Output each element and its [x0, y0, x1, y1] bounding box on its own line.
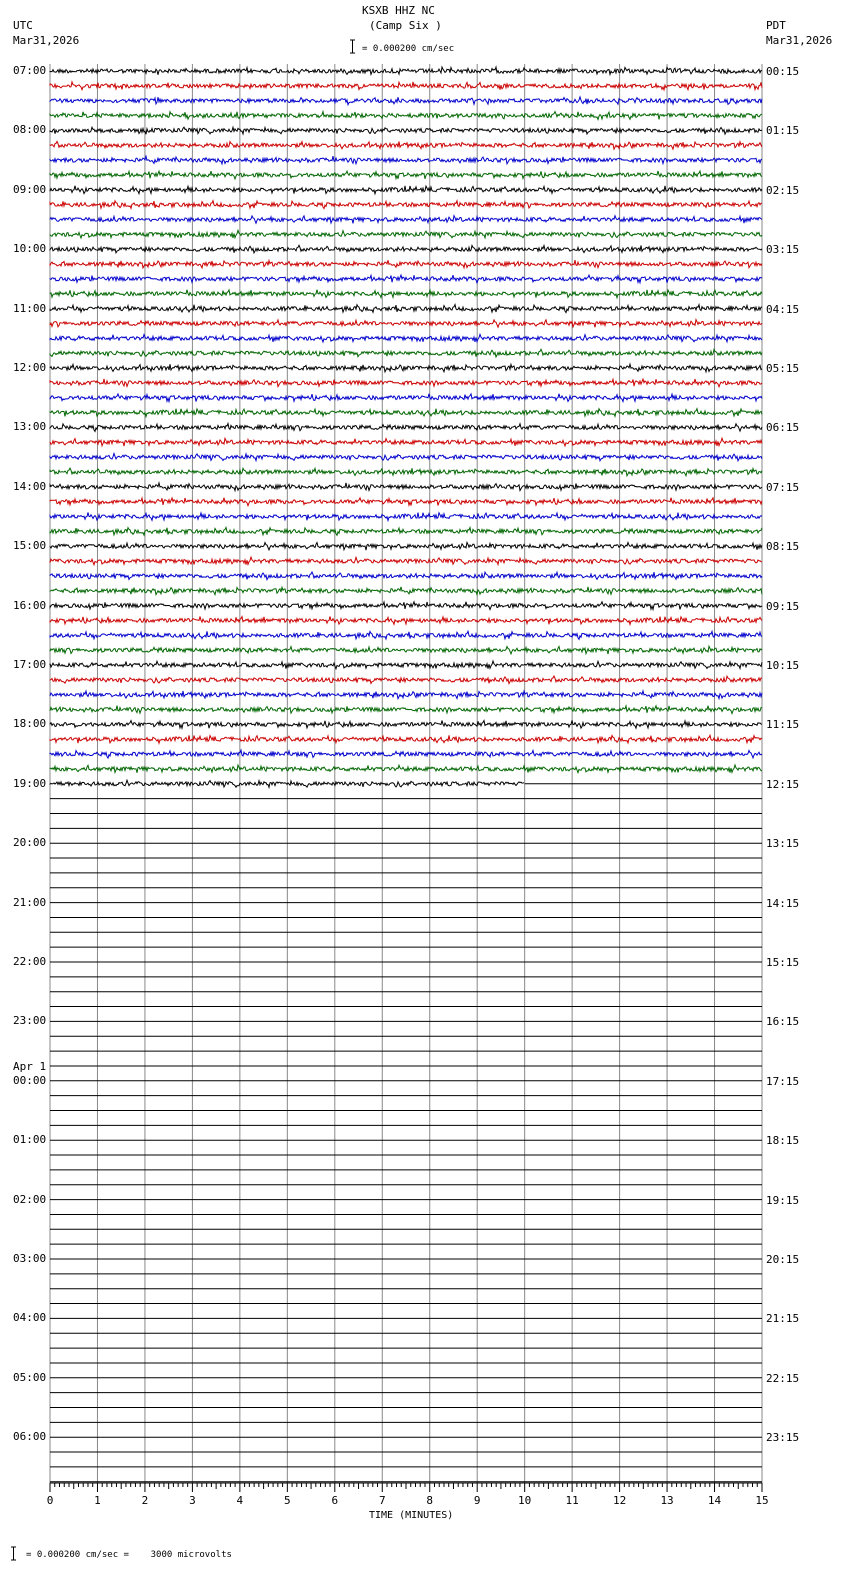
seismic-trace	[50, 720, 762, 728]
pdt-hour-label: 23:15	[766, 1431, 800, 1445]
utc-hour-label: 17:00	[13, 658, 47, 671]
seismic-trace	[50, 646, 762, 654]
pdt-hour-label: 18:15	[766, 1134, 800, 1148]
utc-hour-label: 01:00	[13, 1133, 47, 1147]
utc-hour-label: 13:00	[13, 420, 47, 434]
x-tick-label: 13	[660, 1494, 674, 1507]
seismic-trace	[50, 216, 762, 224]
station-title: KSXB HHZ NC	[362, 4, 435, 17]
x-tick-label: 9	[473, 1494, 481, 1507]
pdt-hour-label: 09:15	[766, 599, 800, 613]
seismic-trace	[50, 245, 762, 253]
scale-text: = 0.000200 cm/sec	[362, 44, 455, 54]
scale-bar-icon	[11, 1547, 16, 1560]
seismic-trace	[50, 587, 762, 595]
footer-scale-note: = 0.000200 cm/sec = 3000 microvolts	[26, 1550, 232, 1560]
pdt-hour-label: 08:15	[766, 540, 800, 554]
seismic-trace	[50, 156, 762, 164]
seismic-trace	[50, 661, 762, 669]
seismic-trace	[50, 617, 762, 625]
seismic-trace	[50, 527, 762, 535]
utc-hour-label: 20:00	[13, 836, 47, 850]
seismic-trace	[50, 706, 762, 714]
utc-hour-label: 22:00	[13, 955, 47, 968]
seismic-trace	[50, 602, 762, 610]
x-tick-label: 6	[331, 1494, 339, 1507]
seismic-trace	[50, 572, 762, 580]
seismic-trace	[50, 186, 762, 194]
seismic-trace	[50, 542, 762, 550]
date-change-label: Apr 1	[13, 1059, 47, 1073]
seismic-trace	[50, 127, 762, 134]
utc-hour-label: 02:00	[13, 1192, 47, 1206]
pdt-hour-label: 20:15	[766, 1253, 800, 1266]
seismic-trace	[50, 750, 762, 758]
utc-hour-label: 19:00	[13, 776, 47, 790]
seismic-trace	[50, 201, 762, 209]
pdt-hour-label: 16:15	[766, 1015, 800, 1029]
x-tick-label: 1	[94, 1494, 101, 1507]
seismic-trace	[50, 67, 762, 75]
utc-hour-label: 10:00	[13, 242, 47, 256]
x-tick-label: 12	[612, 1494, 627, 1507]
seismic-trace	[50, 631, 762, 639]
pdt-hour-label: 22:15	[766, 1371, 800, 1385]
pdt-hour-label: 13:15	[766, 837, 800, 851]
left-timezone: UTC	[13, 19, 33, 32]
pdt-hour-label: 01:15	[766, 124, 800, 138]
utc-hour-label: 16:00	[13, 598, 47, 612]
seismic-trace	[50, 483, 762, 491]
utc-hour-label: 08:00	[13, 123, 47, 137]
seismic-trace	[50, 334, 762, 342]
seismic-trace	[50, 513, 762, 521]
seismic-trace	[50, 305, 762, 313]
x-tick-label: 3	[189, 1494, 196, 1507]
seismic-trace	[50, 454, 762, 461]
seismic-trace	[50, 260, 762, 268]
seismic-trace	[50, 275, 762, 283]
x-axis-label: TIME (MINUTES)	[369, 1510, 454, 1521]
seismic-trace	[50, 498, 762, 506]
right-date: Mar31,2026	[766, 34, 833, 47]
seismic-trace	[50, 676, 762, 684]
x-tick-label: 4	[236, 1494, 244, 1507]
pdt-hour-label: 02:15	[766, 183, 800, 197]
utc-hour-label: 15:00	[13, 539, 47, 553]
seismic-trace	[50, 364, 762, 372]
scale-bar-icon	[350, 40, 355, 53]
pdt-hour-label: 05:15	[766, 362, 800, 375]
utc-hour-label: 05:00	[13, 1370, 47, 1384]
pdt-hour-label: 21:15	[766, 1312, 800, 1326]
utc-hour-label: 04:00	[13, 1311, 47, 1325]
x-tick-label: 2	[141, 1494, 149, 1507]
seismic-trace	[50, 290, 762, 298]
pdt-hour-label: 15:15	[766, 956, 800, 969]
seismic-trace	[50, 141, 762, 149]
x-tick-label: 15	[755, 1494, 769, 1507]
seismic-trace	[50, 438, 762, 446]
seismic-trace	[50, 409, 762, 417]
station-location: (Camp Six )	[369, 19, 442, 32]
left-date: Mar31,2026	[13, 34, 80, 47]
x-tick-label: 5	[284, 1494, 291, 1507]
pdt-hour-label: 04:15	[766, 302, 800, 316]
seismic-trace	[50, 320, 762, 328]
seismic-trace	[50, 379, 762, 387]
pdt-hour-label: 00:15	[766, 65, 800, 78]
utc-hour-label: 18:00	[13, 717, 47, 731]
pdt-hour-label: 12:15	[766, 777, 800, 791]
utc-hour-label: 00:00	[13, 1073, 47, 1087]
seismic-trace	[50, 349, 762, 357]
seismic-trace	[50, 691, 762, 699]
seismic-trace	[50, 557, 762, 565]
utc-hour-label: 12:00	[13, 361, 47, 374]
utc-hour-label: 03:00	[13, 1252, 47, 1265]
x-tick-label: 11	[565, 1494, 579, 1507]
utc-hour-label: 23:00	[13, 1014, 47, 1028]
utc-hour-label: 09:00	[13, 182, 47, 196]
x-tick-label: 0	[46, 1494, 54, 1507]
pdt-hour-label: 11:15	[766, 718, 800, 732]
seismic-trace	[50, 765, 762, 773]
seismic-trace	[50, 112, 762, 120]
x-tick-label: 7	[378, 1494, 386, 1507]
utc-hour-label: 06:00	[13, 1430, 47, 1444]
seismic-trace	[50, 230, 762, 238]
seismic-trace	[50, 82, 762, 90]
pdt-hour-label: 03:15	[766, 243, 800, 257]
seismic-trace	[50, 97, 762, 105]
x-tick-label: 14	[707, 1494, 722, 1507]
seismic-trace	[50, 424, 762, 432]
pdt-hour-label: 14:15	[766, 896, 800, 910]
utc-hour-label: 21:00	[13, 895, 47, 909]
x-tick-label: 8	[426, 1494, 434, 1507]
pdt-hour-label: 17:15	[766, 1074, 800, 1088]
seismic-trace	[50, 735, 762, 743]
utc-hour-label: 14:00	[13, 479, 47, 493]
right-timezone: PDT	[766, 19, 786, 32]
utc-hour-label: 07:00	[13, 64, 47, 77]
pdt-hour-label: 06:15	[766, 421, 800, 435]
pdt-hour-label: 07:15	[766, 480, 800, 494]
utc-hour-label: 11:00	[13, 301, 47, 315]
seismic-trace	[50, 394, 762, 402]
pdt-hour-label: 10:15	[766, 659, 800, 672]
pdt-hour-label: 19:15	[766, 1193, 800, 1207]
seismic-trace	[50, 171, 762, 179]
seismic-trace	[50, 468, 762, 476]
x-tick-label: 10	[518, 1494, 532, 1507]
